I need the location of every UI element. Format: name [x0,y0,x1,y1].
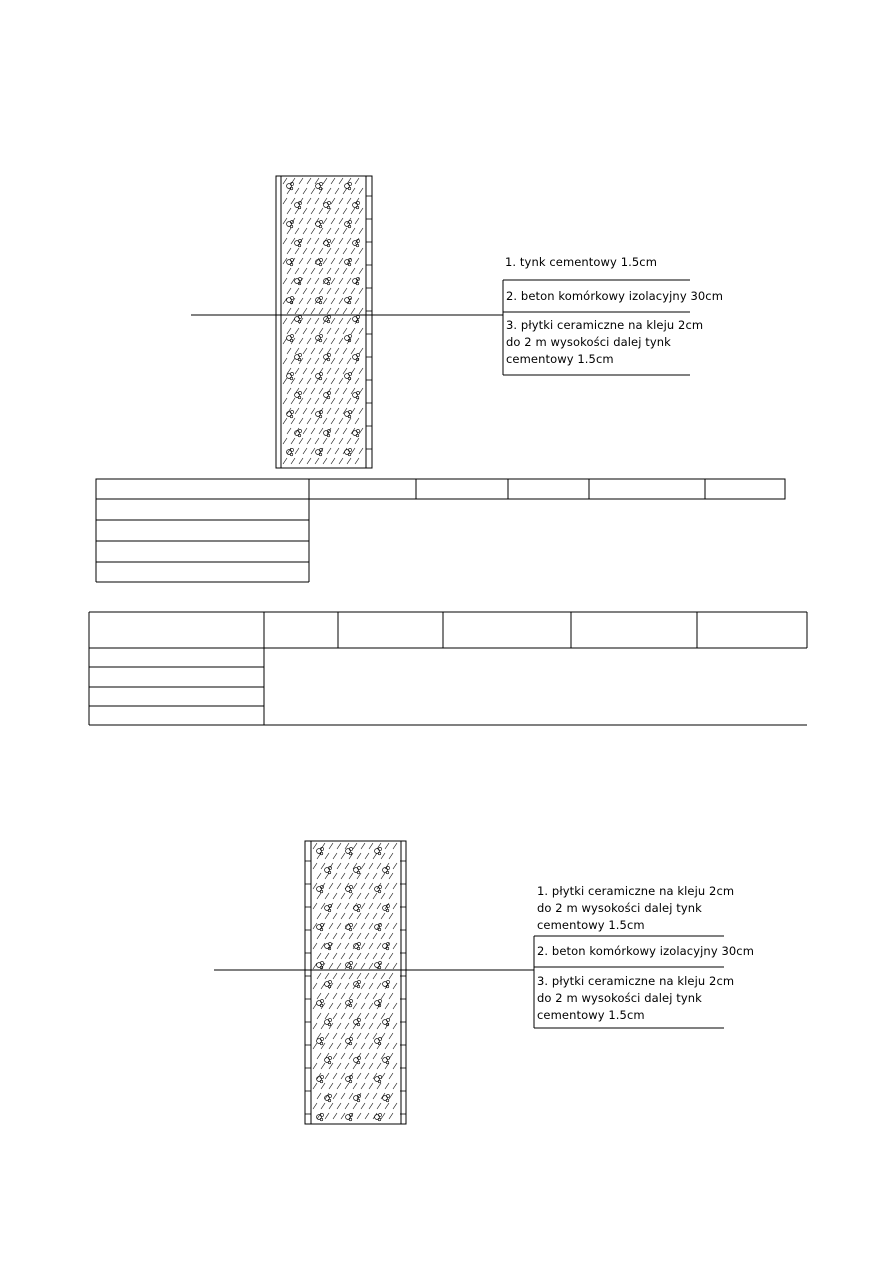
legend-top-layer-2: 2. beton komórkowy izolacyjny 30cm [506,289,724,303]
aerated-concrete-hatch-bottom [313,843,397,1121]
wall-section-bottom [214,841,534,1124]
blank-table-upper [96,479,785,582]
legend-top-layer-3: 3. płytki ceramiczne na kleju 2cm do 2 m wysokości dalej tynk cementowy 1.5cm [506,318,704,366]
blank-table-lower [89,612,807,725]
legend-top-layer-1: 1. tynk cementowy 1.5cm [505,255,658,269]
legend-bottom-layer-2: 2. beton komórkowy izolacyjny 30cm [537,944,755,958]
aerated-concrete-hatch-top [283,178,363,464]
legend-bottom-layer-3: 3. płytki ceramiczne na kleju 2cm do 2 m wysokości dalej tynk cementowy 1.5cm [537,974,735,1022]
legend-bottom-layer-1: 1. płytki ceramiczne na kleju 2cm do 2 m wysokości dalej tynk cementowy 1.5cm [537,884,735,932]
wall-section-top [191,176,503,468]
